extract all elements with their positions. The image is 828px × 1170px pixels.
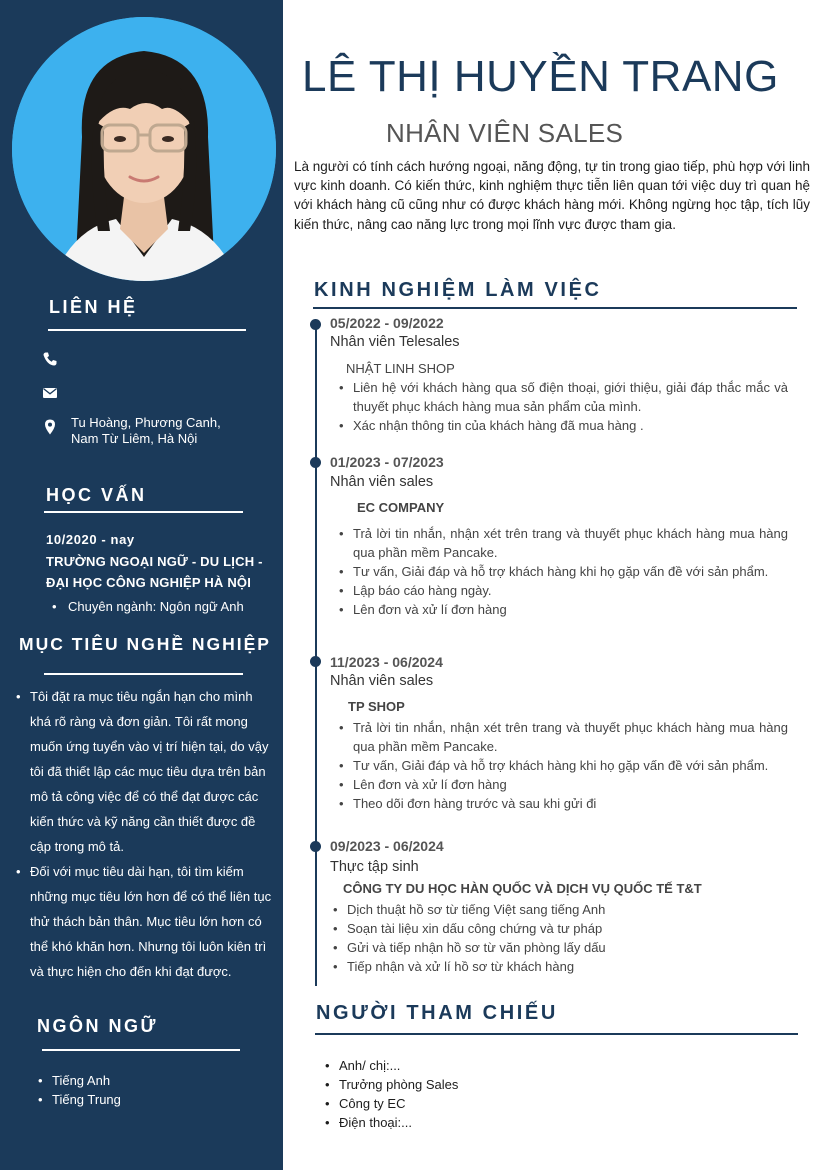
job-date: 01/2023 - 07/2023 [330, 454, 444, 470]
contact-phone-row [42, 351, 58, 367]
list-item: • Tiếng Trung [52, 1090, 121, 1109]
job-duties [353, 378, 788, 435]
contact-email-row [42, 385, 58, 401]
list-item: • Anh/ chị:... [339, 1056, 458, 1075]
job-duties [347, 900, 787, 976]
list-item: • Theo dõi đơn hàng trước và sau khi gửi đi [353, 794, 788, 813]
list-item: • Tôi đặt ra mục tiêu ngắn hạn cho mình khá rõ ràng và đơn giản. Tôi rất mong muốn ứng tuyển vào vị trí hiện tại, do vậy tôi đã thiết lập các mục tiêu dựa trên bản mô tả công việc để có thể đạt được các kiến thức và kỹ năng cần thiết được đề cập trong mô tả. [30, 684, 277, 859]
list-item: • Trả lời tin nhắn, nhận xét trên trang và thuyết phục khách hàng mua hàng qua phần mềm Pancake. [353, 718, 788, 756]
references-divider [315, 1033, 798, 1035]
job-role: Nhân viên Telesales [330, 334, 460, 350]
education-divider [44, 511, 243, 513]
job-duties [353, 524, 788, 619]
contact-location-row [42, 419, 58, 435]
candidate-name: LÊ THỊ HUYỀN TRANG [302, 52, 779, 101]
references-heading: NGƯỜI THAM CHIẾU [316, 1002, 558, 1024]
list-item: • Công ty EC [339, 1094, 458, 1113]
goals-divider [44, 673, 243, 675]
experience-divider [313, 307, 797, 309]
job-company: NHẬT LINH SHOP [346, 361, 455, 376]
list-item: • Lên đơn và xử lí đơn hàng [353, 775, 788, 794]
timeline-dot [310, 457, 321, 468]
list-item: • Trả lời tin nhắn, nhận xét trên trang và thuyết phục khách hàng mua hàng qua phần mềm Pancake. [353, 524, 788, 562]
job-role: Nhân viên sales [330, 673, 434, 689]
education-school [46, 551, 278, 593]
timeline-line [315, 324, 317, 986]
job-company: TP SHOP [348, 699, 405, 714]
contact-address [71, 415, 221, 447]
job-company: CÔNG TY DU HỌC HÀN QUỐC VÀ DỊCH VỤ QUỐC TẾ T&T [343, 881, 702, 896]
list-item: • Tiếng Anh [52, 1071, 121, 1090]
list-item: • Tiếp nhận và xử lí hồ sơ từ khách hàng [347, 957, 787, 976]
languages-heading: NGÔN NGỮ [37, 1016, 158, 1036]
address-line-1: Tu Hoàng, Phương Canh, [71, 415, 221, 430]
list-item: • Liên hệ với khách hàng qua số điện thoại, giới thiệu, giải đáp thắc mắc và thuyết phục khách hàng mua sản phẩm của mình. [353, 378, 788, 416]
profile-photo [12, 17, 276, 281]
goals-heading: MỤC TIÊU NGHỀ NGHIỆP [19, 634, 271, 654]
list-item: • Lên đơn và xử lí đơn hàng [353, 600, 788, 619]
list-item: • Gửi và tiếp nhận hồ sơ từ văn phòng lấy dấu [347, 938, 787, 957]
timeline-dot [310, 656, 321, 667]
experience-heading: KINH NGHIỆM LÀM VIỆC [314, 279, 602, 301]
job-company: EC COMPANY [357, 500, 445, 515]
list-item: • Dịch thuật hồ sơ từ tiếng Việt sang tiếng Anh [347, 900, 787, 919]
languages-divider [42, 1049, 240, 1051]
sidebar [0, 0, 283, 1170]
phone-icon [42, 351, 58, 367]
education-heading: HỌC VẤN [46, 485, 147, 505]
profile-summary: Là người có tính cách hướng ngoại, năng động, tự tin trong giao tiếp, phù hợp với linh vực kinh doanh. Có kiến thức, kinh nghiệm thực tiễn liên quan tới việc duy trì quan hệ với khách hàng cũ cũng như có được khách hàng mới. Không ngừng học tập, tích lũy kiến thức, nâng cao năng lực trong mọi lĩnh vực được tham gia. [294, 159, 810, 232]
list-item: • Xác nhận thông tin của khách hàng đã mua hàng . [353, 416, 788, 435]
goals-list [30, 684, 277, 984]
education-details [50, 599, 244, 614]
job-role: Nhân viên sales [330, 474, 434, 490]
list-item: • Tư vấn, Giải đáp và hỗ trợ khách hàng khi họ gặp vấn đề với sản phẩm. [353, 756, 788, 775]
mail-icon [42, 385, 58, 401]
list-item: • Tư vấn, Giải đáp và hỗ trợ khách hàng khi họ gặp vấn đề với sản phẩm. [353, 562, 788, 581]
job-date: 05/2022 - 09/2022 [330, 315, 444, 331]
education-date: 10/2020 - nay [46, 532, 135, 547]
references-list [339, 1056, 458, 1132]
timeline-dot [310, 841, 321, 852]
list-item: • Lập báo cáo hàng ngày. [353, 581, 788, 600]
job-role: Thực tập sinh [330, 859, 419, 875]
timeline-dot [310, 319, 321, 330]
address-line-2: Nam Từ Liêm, Hà Nội [71, 431, 198, 446]
list-item: • Trưởng phòng Sales [339, 1075, 458, 1094]
school-line-2: ĐẠI HỌC CÔNG NGHIỆP HÀ NỘI [46, 575, 252, 590]
job-title: NHÂN VIÊN SALES [386, 118, 624, 148]
list-item: • Đối với mục tiêu dài hạn, tôi tìm kiếm những mục tiêu lớn hơn để có thể liên tục thử thách bản thân. Mục tiêu lớn hơn có thể khó khăn hơn. Nhưng tôi luôn kiên trì và thực hiện cho đến khi đạt được. [30, 859, 277, 984]
contact-divider [48, 329, 246, 331]
job-date: 09/2023 - 06/2024 [330, 838, 444, 854]
list-item: • Soạn tài liệu xin dấu công chứng và tư pháp [347, 919, 787, 938]
contact-heading: LIÊN HỆ [49, 297, 138, 317]
languages-list [52, 1071, 121, 1109]
school-line-1: TRƯỜNG NGOẠI NGỮ - DU LỊCH - [46, 554, 263, 569]
job-duties [353, 718, 788, 813]
job-date: 11/2023 - 06/2024 [330, 654, 443, 670]
list-item: • Điện thoại:... [339, 1113, 458, 1132]
list-item: • Chuyên ngành: Ngôn ngữ Anh [50, 599, 244, 614]
location-pin-icon [42, 419, 58, 435]
